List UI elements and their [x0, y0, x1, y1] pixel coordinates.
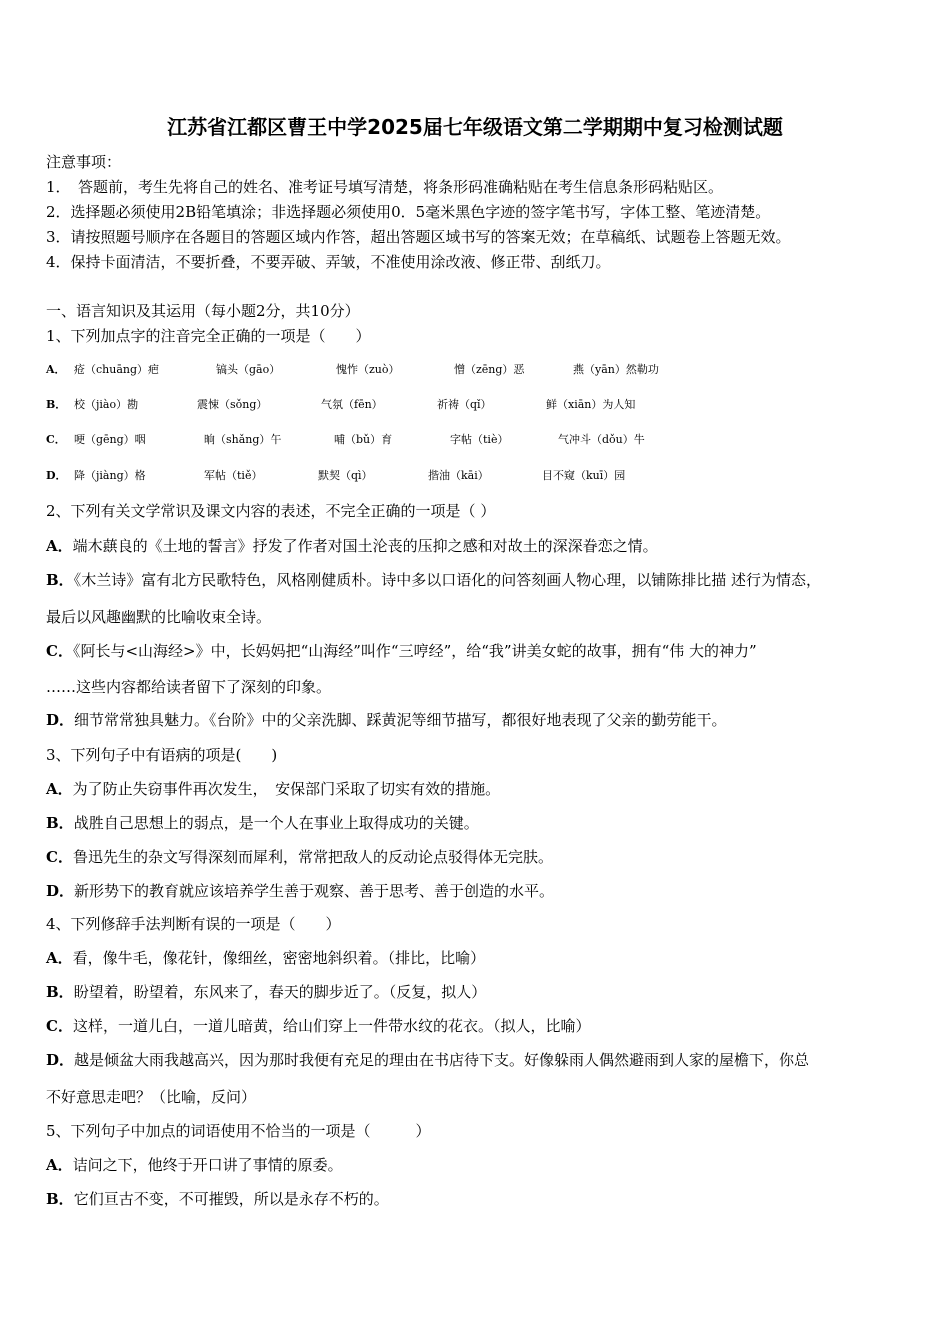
notice-item: 4．保持卡面清洁，不要折叠，不要弄破、弄皱，不准使用涂改液、修正带、刮纸刀。	[46, 253, 611, 271]
q1-option-b	[46, 395, 906, 415]
option-item: 震悚（sǒng）	[197, 398, 268, 411]
option-letter: A．	[46, 780, 73, 798]
option-letter: B．	[46, 571, 74, 589]
q2-option-c-cont: ……这些内容都给读者留下了深刻的印象。	[46, 678, 332, 696]
option-letter: D．	[46, 1051, 75, 1069]
q2-option-b	[46, 570, 821, 590]
q4-option-c	[46, 1016, 590, 1036]
option-item: 校（jiào）勘	[74, 398, 139, 411]
option-item: 目不窥（kuī）园	[542, 469, 626, 482]
option-text: 这样，一道儿白，一道儿暗黄，给山们穿上一件带水纹的花衣。（拟人，比喻）	[72, 1017, 591, 1035]
option-item: 祈祷（qǐ）	[437, 398, 492, 411]
option-letter: C．	[46, 433, 66, 446]
q1-option-a	[46, 360, 906, 380]
q1-option-d	[46, 466, 906, 486]
notice-item: 3．请按照题号顺序在各题目的答题区域内作答，超出答题区域书写的答案无效；在草稿纸、试题卷上答题无效。	[46, 228, 791, 246]
option-item: 哺（bǔ）育	[334, 433, 393, 446]
option-text: 它们亘古不变，不可摧毁，所以是永存不朽的。	[73, 1190, 389, 1208]
option-letter: B．	[46, 398, 67, 411]
notice-heading: 注意事项：	[46, 153, 122, 171]
q2-option-b-cont: 最后以风趣幽默的比喻收束全诗。	[46, 608, 272, 626]
q4-option-b	[46, 982, 486, 1002]
option-item: 气氛（fēn）	[321, 398, 383, 411]
notice-item: 1． 答题前，考生先将自己的姓名、准考证号填写清楚，将条形码准确粘贴在考生信息条形码粘贴区。	[46, 178, 724, 196]
q3-option-b	[46, 813, 479, 833]
q2-option-d	[46, 710, 727, 730]
option-item: 愧怍（zuò）	[336, 363, 400, 376]
option-item: 字帖（tiè）	[450, 433, 509, 446]
q5-option-b	[46, 1189, 389, 1209]
q3-option-d	[46, 881, 554, 901]
q2-option-a	[46, 536, 658, 556]
option-item: 揩油（kāi）	[428, 469, 489, 482]
option-item: 晌（shǎng）午	[204, 433, 282, 446]
option-letter: D．	[46, 469, 67, 482]
q5-option-a	[46, 1155, 343, 1175]
option-text: 诘问之下，他终于开口讲了事情的原委。	[72, 1156, 343, 1174]
option-letter: C．	[46, 1017, 73, 1035]
option-item: 疮（chuāng）疤	[74, 363, 160, 376]
option-letter: B．	[46, 983, 74, 1001]
option-letter: D．	[46, 882, 75, 900]
q4-option-d-cont: 不好意思走吧？（比喻，反问）	[46, 1088, 257, 1106]
option-text: 新形势下的教育就应该培养学生善于观察、善于思考、善于创造的水平。	[74, 882, 555, 900]
option-letter: A．	[46, 1156, 73, 1174]
question-3-stem: 3、下列句子中有语病的项是( )	[46, 746, 278, 764]
option-text: 看，像牛毛，像花针，像细丝，密密地斜织着。（排比，比喻）	[72, 949, 486, 967]
option-text: 《木兰诗》富有北方民歌特色，风格刚健质朴。诗中多以口语化的问答刻画人物心理，以铺陈排比描 述行为情态，	[73, 571, 821, 589]
question-5-stem: 5、下列句子中加点的词语使用不恰当的一项是（ ）	[46, 1122, 431, 1140]
option-item: 默契（qì）	[318, 469, 373, 482]
option-letter: B．	[46, 1190, 74, 1208]
q1-option-c	[46, 430, 906, 450]
q4-option-d	[46, 1050, 809, 1070]
option-text: 鲁迅先生的杂文写得深刻而犀利，常常把敌人的反动论点驳得体无完肤。	[72, 848, 553, 866]
option-letter: A．	[46, 363, 66, 376]
option-item: 降（jiàng）格	[74, 469, 146, 482]
option-item: 镐头（gāo）	[216, 363, 281, 376]
option-text: 越是倾盆大雨我越高兴，因为那时我便有充足的理由在书店待下支。好像躲雨人偶然避雨到人家的屋檐下，你总	[74, 1051, 810, 1069]
option-item: 燕（yān）然勒功	[573, 363, 659, 376]
question-4-stem: 4、下列修辞手法判断有误的一项是（ ）	[46, 915, 341, 933]
option-letter: A．	[46, 949, 73, 967]
q3-option-a	[46, 779, 500, 799]
option-letter: C．	[46, 642, 73, 660]
question-2-stem: 2、下列有关文学常识及课文内容的表述，不完全正确的一项是（ ）	[46, 502, 496, 520]
option-text: 《阿长与<山海经>》中，长妈妈把“山海经”叫作“三哼经”，给“我”讲美女蛇的故事，拥有“伟 大的神力”	[72, 642, 757, 660]
notice-item: 2．选择题必须使用2B铅笔填涂；非选择题必须使用0．5毫米黑色字迹的签字笔书写，字体工整、笔迹清楚。	[46, 203, 771, 221]
q4-option-a	[46, 948, 485, 968]
option-letter: B．	[46, 814, 74, 832]
option-text: 端木蕻良的《土地的誓言》抒发了作者对国土沦丧的压抑之感和对故土的深深眷恋之情。	[72, 537, 658, 555]
option-item: 气冲斗（dǒu）牛	[558, 433, 645, 446]
option-text: 盼望着，盼望着，东风来了，春天的脚步近了。（反复，拟人）	[73, 983, 487, 1001]
option-item: 军帖（tiě）	[204, 469, 263, 482]
option-text: 细节常常独具魅力。《台阶》中的父亲洗脚、踩黄泥等细节描写，都很好地表现了父亲的勤劳能干。	[74, 711, 727, 729]
q3-option-c	[46, 847, 553, 867]
question-1-stem: 1、下列加点字的注音完全正确的一项是（ ）	[46, 327, 371, 345]
q2-option-c	[46, 641, 757, 661]
section-heading: 一、语言知识及其运用（每小题2分，共10分）	[46, 302, 360, 320]
option-letter: D．	[46, 711, 75, 729]
option-item: 哽（gēng）咽	[74, 433, 146, 446]
option-letter: A．	[46, 537, 73, 555]
option-item: 鲜（xiān）为人知	[546, 398, 636, 411]
option-text: 为了防止失窃事件再次发生， 安保部门采取了切实有效的措施。	[72, 780, 501, 798]
page-title: 江苏省江都区曹王中学2025届七年级语文第二学期期中复习检测试题	[167, 115, 783, 139]
option-letter: C．	[46, 848, 73, 866]
option-item: 憎（zēng）恶	[454, 363, 525, 376]
option-text: 战胜自己思想上的弱点，是一个人在事业上取得成功的关键。	[73, 814, 479, 832]
